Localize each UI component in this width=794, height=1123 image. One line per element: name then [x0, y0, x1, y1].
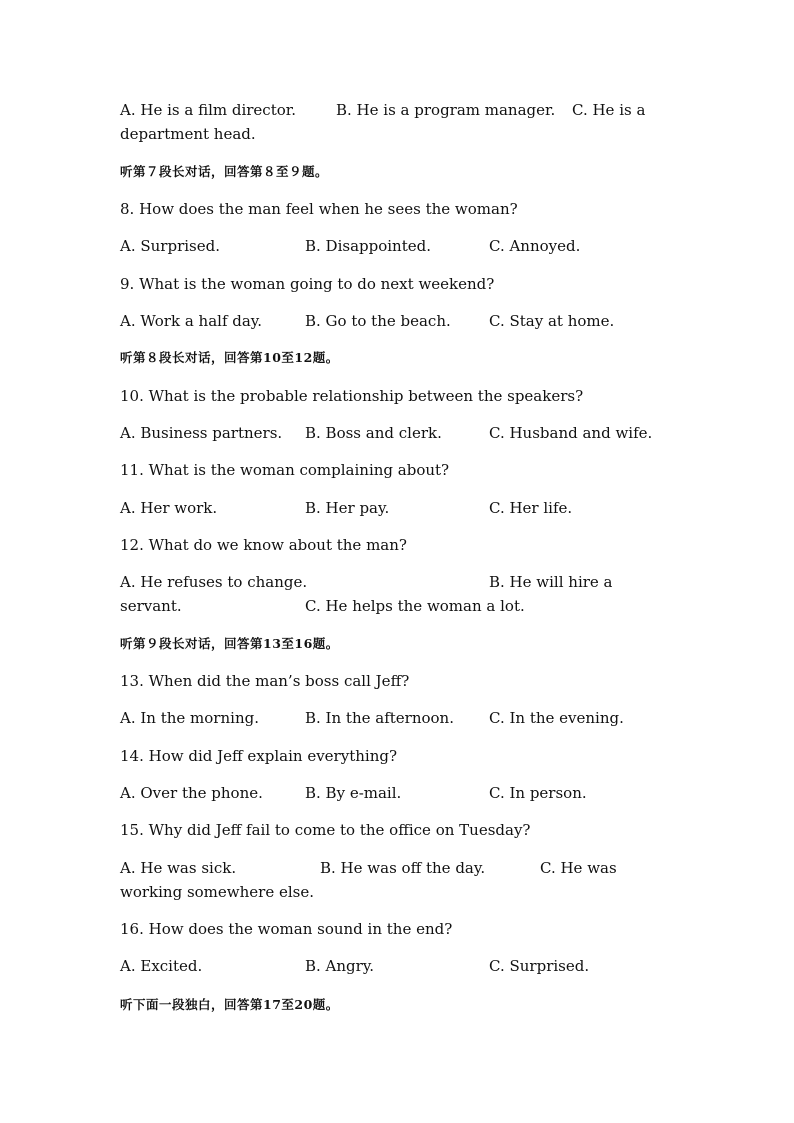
q15-option-a: A. He was sick. — [120, 859, 237, 877]
q14-option-c: C. In person. — [489, 784, 587, 802]
question-11: 11. What is the woman complaining about? — [120, 461, 450, 479]
q14-options — [120, 783, 680, 803]
question-14: 14. How did Jeff explain everything? — [120, 747, 397, 765]
q11-option-b: B. Her pay. — [305, 499, 390, 517]
q14-option-b: B. By e-mail. — [305, 784, 402, 802]
question-10: 10. What is the probable relationship between the speakers? — [120, 387, 584, 405]
q8-options — [120, 236, 680, 256]
q9-option-b: B. Go to the beach. — [305, 312, 451, 330]
q12-option-b-continuation: servant. — [120, 597, 182, 615]
q9-option-c: C. Stay at home. — [489, 312, 615, 330]
q13-option-c: C. In the evening. — [489, 709, 624, 727]
section-heading-8: 听第８段长对话，回答第10至12题。 — [120, 350, 339, 365]
question-16: 16. How does the woman sound in the end? — [120, 920, 453, 938]
q15-option-c-continuation: working somewhere else. — [120, 883, 314, 901]
q16-options — [120, 956, 680, 976]
q12-option-a: A. He refuses to change. — [120, 573, 308, 591]
section-heading-9: 听第９段长对话，回答第13至16题。 — [120, 636, 339, 651]
q15-option-b: B. He was off the day. — [320, 859, 486, 877]
q8-option-b: B. Disappointed. — [305, 237, 431, 255]
question-15: 15. Why did Jeff fail to come to the office on Tuesday? — [120, 821, 531, 839]
question-12: 12. What do we know about the man? — [120, 536, 407, 554]
q8-option-a: A. Surprised. — [120, 237, 220, 255]
q10-options — [120, 423, 680, 443]
section-heading-monologue: 听下面一段独白，回答第17至20题。 — [120, 997, 339, 1012]
q7-option-b: B. He is a program manager. — [336, 101, 556, 119]
q15-options — [120, 858, 680, 878]
q7-option-a: A. He is a film director. — [120, 101, 297, 119]
q12-option-c: C. He helps the woman a lot. — [305, 597, 525, 615]
q14-option-a: A. Over the phone. — [120, 784, 263, 802]
q11-option-c: C. Her life. — [489, 499, 573, 517]
q16-option-c: C. Surprised. — [489, 957, 590, 975]
question-13: 13. When did the man’s boss call Jeff? — [120, 672, 410, 690]
q11-option-a: A. Her work. — [120, 499, 218, 517]
q13-option-a: A. In the morning. — [120, 709, 259, 727]
q7-option-c: C. He is a — [572, 101, 646, 119]
q9-options — [120, 311, 680, 331]
q8-option-c: C. Annoyed. — [489, 237, 581, 255]
q16-option-b: B. Angry. — [305, 957, 375, 975]
q16-option-a: A. Excited. — [120, 957, 203, 975]
q12-options-line2 — [120, 596, 680, 616]
section-heading-7: 听第７段长对话，回答第８至９题。 — [120, 164, 329, 179]
q7-option-c-continuation: department head. — [120, 125, 256, 143]
question-8: 8. How does the man feel when he sees the woman? — [120, 200, 518, 218]
q13-options — [120, 708, 680, 728]
question-9: 9. What is the woman going to do next weekend? — [120, 275, 495, 293]
q10-option-c: C. Husband and wife. — [489, 424, 653, 442]
q10-option-a: A. Business partners. — [120, 424, 283, 442]
q10-option-b: B. Boss and clerk. — [305, 424, 442, 442]
q15-option-c: C. He was — [540, 859, 617, 877]
q9-option-a: A. Work a half day. — [120, 312, 263, 330]
q11-options — [120, 498, 680, 518]
q13-option-b: B. In the afternoon. — [305, 709, 454, 727]
q12-options — [120, 572, 680, 592]
q7-options — [120, 100, 680, 120]
q12-option-b: B. He will hire a — [489, 573, 613, 591]
